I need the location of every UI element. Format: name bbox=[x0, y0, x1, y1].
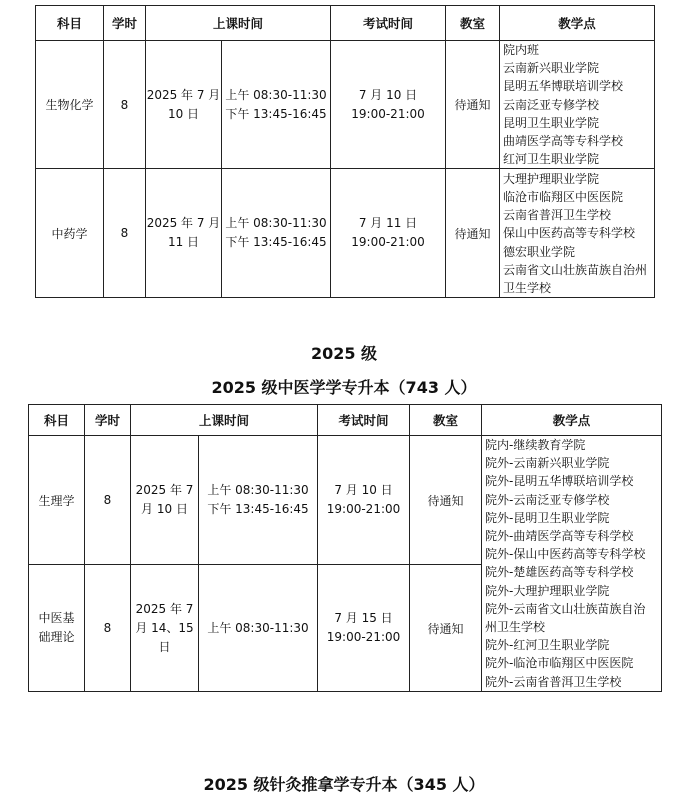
date-cell: 2025 年 7 月 10 日 bbox=[131, 436, 199, 565]
list-item: 院外-红河卫生职业学院 bbox=[485, 638, 610, 653]
header-classroom: 教室 bbox=[410, 405, 482, 436]
exam-cell: 7 月 10 日 19:00-21:00 bbox=[331, 41, 446, 169]
room-cell: 待通知 bbox=[410, 436, 482, 565]
teaching-site-list bbox=[500, 41, 655, 169]
list-item: 院外-昆明卫生职业学院 bbox=[485, 510, 610, 525]
list-item: 院外-云南省文山壮族苗族自治 bbox=[485, 601, 646, 616]
hours-cell: 8 bbox=[85, 565, 131, 691]
list-item: 大理护理职业学院 bbox=[503, 171, 600, 186]
subject-cell: 中药学 bbox=[36, 169, 104, 298]
list-item: 昆明五华博联培训学校 bbox=[503, 79, 624, 94]
header-subject: 科目 bbox=[36, 6, 104, 41]
header-teaching-site: 教学点 bbox=[500, 6, 655, 41]
schedule-table-tcm bbox=[28, 404, 662, 692]
header-class-time: 上课时间 bbox=[131, 405, 318, 436]
hours-cell: 8 bbox=[104, 169, 146, 298]
table-header-row bbox=[29, 405, 662, 436]
list-item: 卫生学校 bbox=[503, 280, 552, 295]
list-item: 院外-曲靖医学高等专科学校 bbox=[485, 529, 634, 544]
list-item: 云南省文山壮族苗族自治州 bbox=[503, 262, 648, 277]
list-item: 院外-云南新兴职业学院 bbox=[485, 456, 610, 471]
date-cell: 2025 年 7 月 11 日 bbox=[146, 169, 222, 298]
exam-cell: 7 月 15 日 19:00-21:00 bbox=[318, 565, 410, 691]
list-item: 德宏职业学院 bbox=[503, 244, 576, 259]
subject-cell: 生理学 bbox=[29, 436, 85, 565]
time-cell: 上午 08:30-11:30 下午 13:45-16:45 bbox=[199, 436, 318, 565]
header-subject: 科目 bbox=[29, 405, 85, 436]
hours-cell: 8 bbox=[85, 436, 131, 565]
list-item: 云南省普洱卫生学校 bbox=[503, 208, 612, 223]
table-row bbox=[29, 436, 662, 565]
time-cell: 上午 08:30-11:30 下午 13:45-16:45 bbox=[222, 41, 331, 169]
header-classroom: 教室 bbox=[446, 6, 500, 41]
list-item: 院外-临沧市临翔区中医医院 bbox=[485, 656, 634, 671]
header-exam-time: 考试时间 bbox=[318, 405, 410, 436]
list-item: 院外-楚雄医药高等专科学校 bbox=[485, 565, 634, 580]
list-item: 院外-大理护理职业学院 bbox=[485, 583, 610, 598]
room-cell: 待通知 bbox=[446, 169, 500, 298]
header-hours: 学时 bbox=[104, 6, 146, 41]
table-row bbox=[36, 169, 655, 298]
list-item: 院外-云南泛亚专修学校 bbox=[485, 492, 610, 507]
list-item: 院外-昆明五华博联培训学校 bbox=[485, 474, 634, 489]
list-item: 昆明卫生职业学院 bbox=[503, 115, 600, 130]
list-item: 云南新兴职业学院 bbox=[503, 61, 600, 76]
list-item: 云南泛亚专修学校 bbox=[503, 97, 600, 112]
time-cell: 上午 08:30-11:30 bbox=[199, 565, 318, 691]
list-item: 院外-云南省普洱卫生学校 bbox=[485, 674, 622, 689]
schedule-table-biochem bbox=[35, 5, 655, 298]
date-cell: 2025 年 7 月 10 日 bbox=[146, 41, 222, 169]
table-row bbox=[36, 41, 655, 169]
table-header-row bbox=[36, 6, 655, 41]
time-cell: 上午 08:30-11:30 下午 13:45-16:45 bbox=[222, 169, 331, 298]
hours-cell: 8 bbox=[104, 41, 146, 169]
room-cell: 待通知 bbox=[410, 565, 482, 691]
list-item: 保山中医药高等专科学校 bbox=[503, 226, 636, 241]
section-title-acupuncture: 2025 级针灸推拿学专升本（345 人） bbox=[203, 775, 485, 794]
list-item: 院外-保山中医药高等专科学校 bbox=[485, 547, 646, 562]
list-item: 曲靖医学高等专科学校 bbox=[503, 134, 624, 149]
subject-cell: 中医基 础理论 bbox=[29, 565, 85, 691]
subject-cell: 生物化学 bbox=[36, 41, 104, 169]
list-item: 院内-继续教育学院 bbox=[485, 438, 586, 452]
list-item: 红河卫生职业学院 bbox=[503, 152, 600, 167]
exam-cell: 7 月 10 日 19:00-21:00 bbox=[318, 436, 410, 565]
teaching-site-list bbox=[500, 169, 655, 298]
room-cell: 待通知 bbox=[446, 41, 500, 169]
header-teaching-site: 教学点 bbox=[482, 405, 662, 436]
exam-cell: 7 月 11 日 19:00-21:00 bbox=[331, 169, 446, 298]
header-class-time: 上课时间 bbox=[146, 6, 331, 41]
list-item: 州卫生学校 bbox=[485, 620, 546, 635]
date-cell: 2025 年 7 月 14、15 日 bbox=[131, 565, 199, 691]
header-exam-time: 考试时间 bbox=[331, 6, 446, 41]
list-item: 临沧市临翔区中医医院 bbox=[503, 189, 624, 204]
list-item: 院内班 bbox=[503, 43, 540, 57]
teaching-site-list bbox=[482, 436, 662, 692]
header-hours: 学时 bbox=[85, 405, 131, 436]
section-title-tcm: 2025 级中医学学专升本（743 人） bbox=[211, 378, 477, 397]
section-year-heading: 2025 级 bbox=[310, 344, 378, 363]
